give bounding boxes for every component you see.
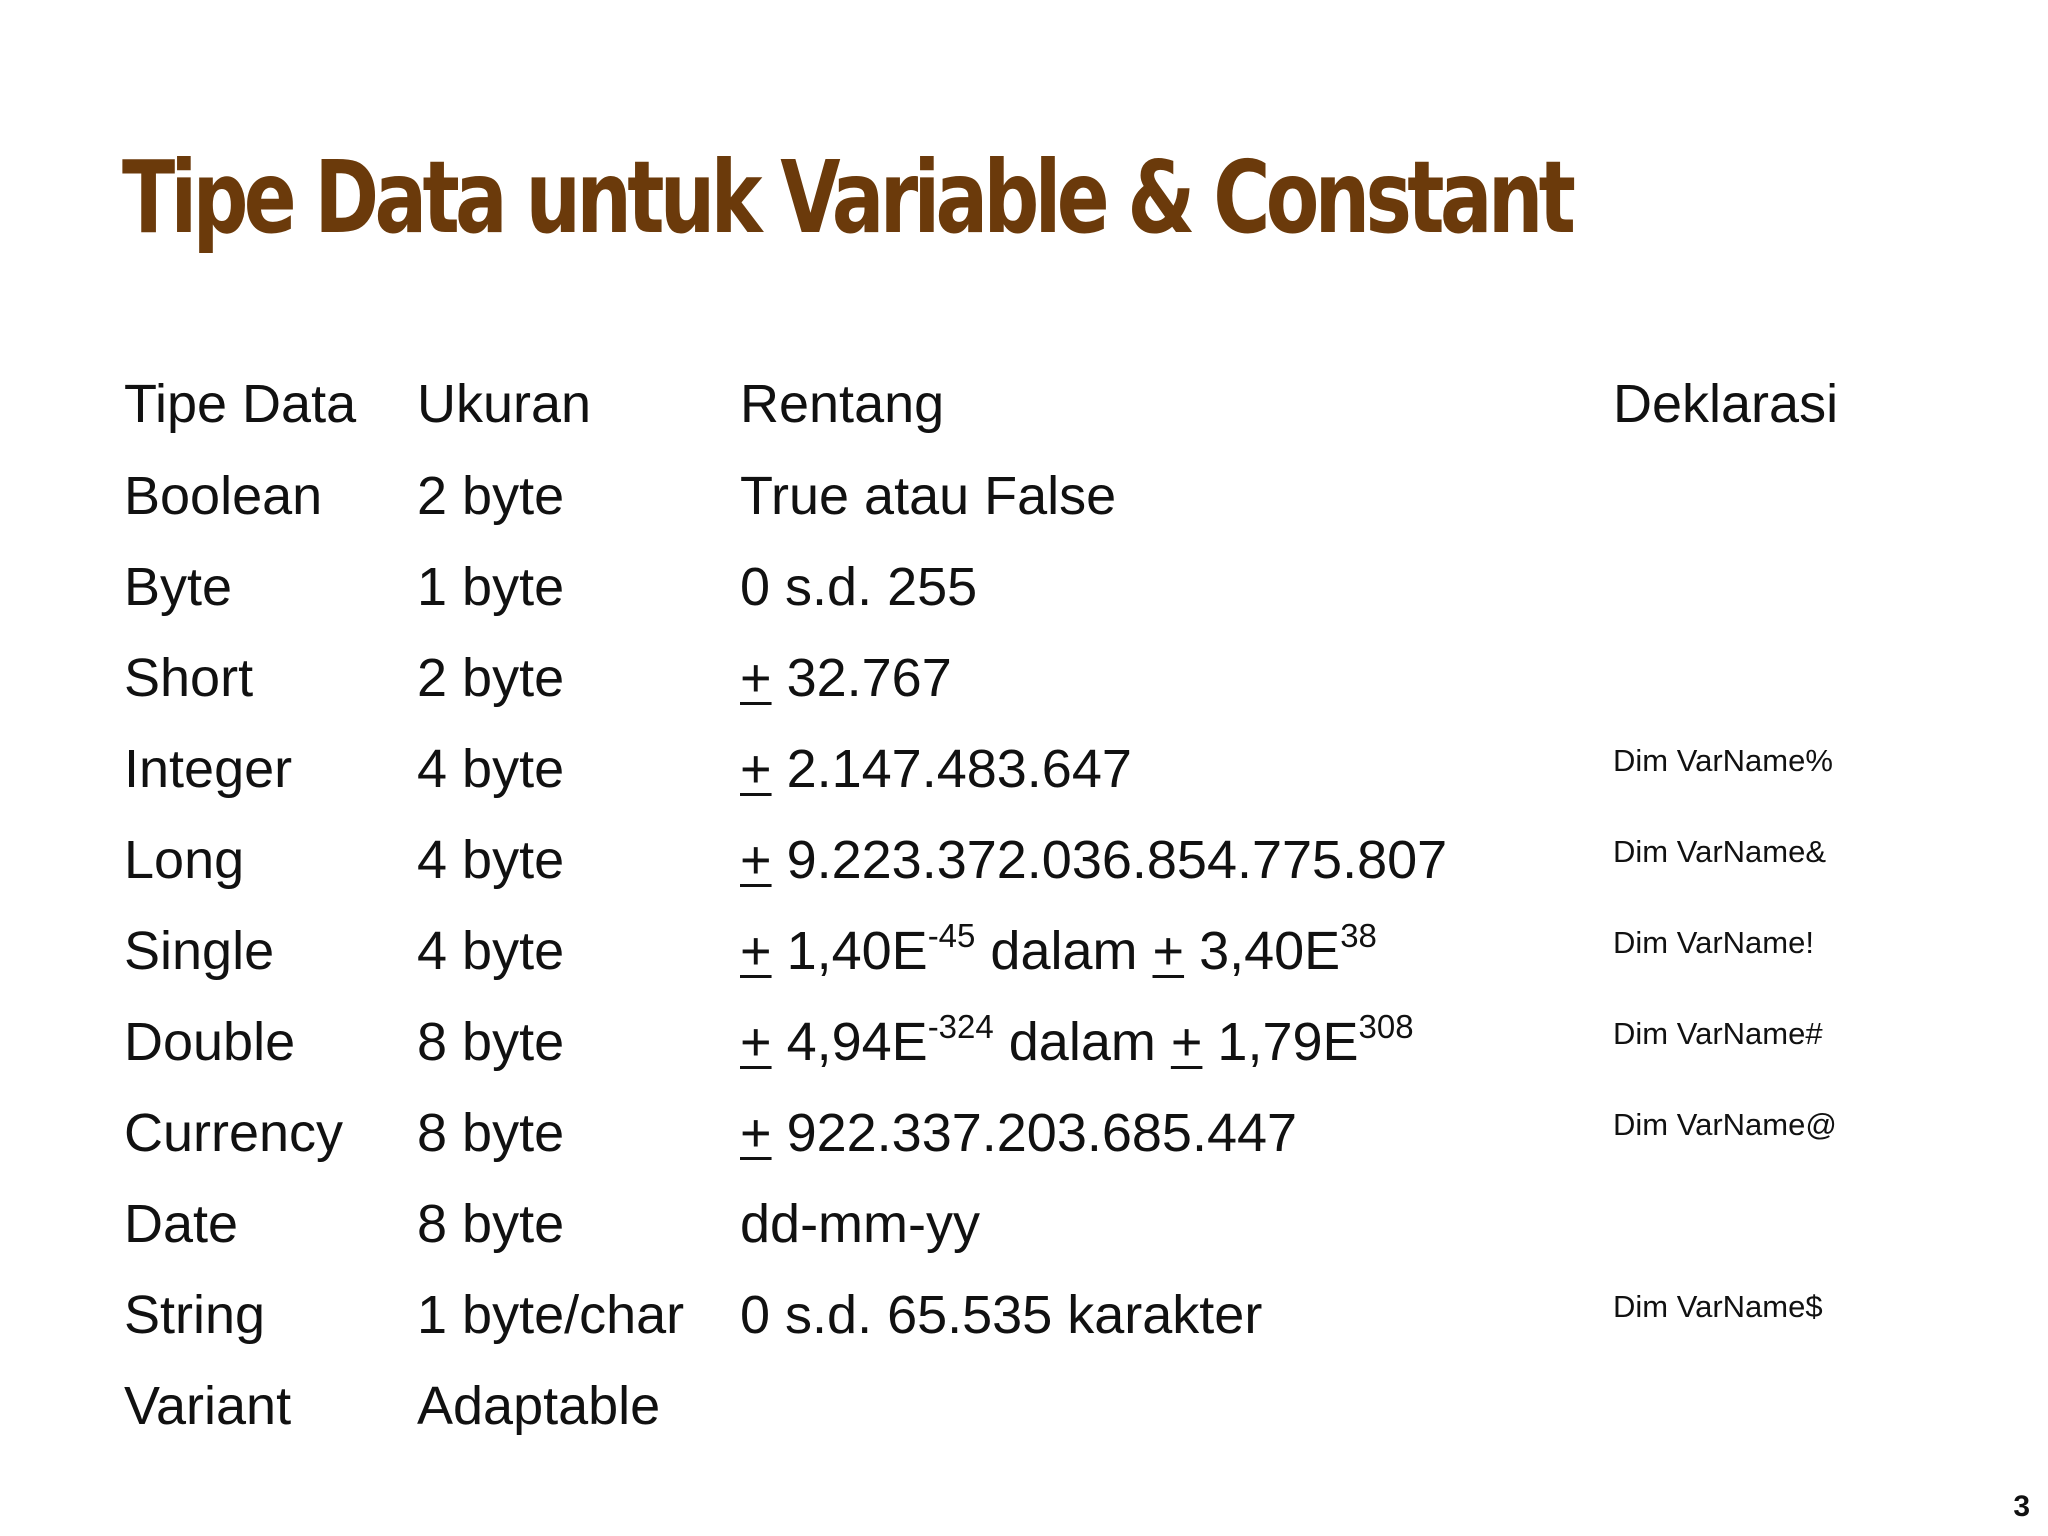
- table-row: [0, 450, 2048, 542]
- range-connector: dalam: [990, 921, 1138, 981]
- range-cell: [740, 632, 952, 724]
- plus-minus-sign: +: [740, 830, 772, 890]
- declaration-cell: Dim VarName@: [1613, 1107, 1837, 1142]
- size-cell: 2 byte: [417, 648, 565, 708]
- range-value: 9.223.372.036.854.775.807: [786, 830, 1448, 890]
- declaration-cell: Dim VarName!: [1613, 925, 1814, 960]
- size-cell: Adaptable: [417, 1376, 661, 1436]
- range-value: 922.337.203.685.447: [786, 1103, 1298, 1163]
- size-cell: 1 byte: [417, 557, 565, 617]
- type-cell: Boolean: [124, 466, 323, 526]
- table-row: [0, 1087, 2048, 1179]
- range-base: 3,40E: [1199, 921, 1341, 981]
- type-cell: Date: [124, 1194, 239, 1254]
- range-exponent: 38: [1340, 917, 1377, 954]
- range-exponent: -324: [927, 1008, 994, 1045]
- declaration-cell: Dim VarName$: [1613, 1289, 1823, 1324]
- page-number: 3: [2013, 1490, 2030, 1523]
- table-row: [0, 996, 2048, 1088]
- table-header-row: [0, 358, 2048, 450]
- declaration-cell: Dim VarName#: [1613, 1016, 1823, 1051]
- type-cell: String: [124, 1285, 266, 1345]
- range-connector: dalam: [1008, 1012, 1156, 1072]
- plus-minus-sign: +: [740, 1103, 772, 1163]
- table-row: [0, 723, 2048, 815]
- type-cell: Single: [124, 921, 275, 981]
- plus-minus-sign: +: [740, 648, 772, 708]
- plus-minus-sign: +: [1152, 921, 1185, 981]
- range-cell: [740, 814, 1447, 906]
- type-cell: Long: [124, 830, 245, 890]
- size-cell: 1 byte/char: [417, 1285, 685, 1345]
- range-base: 1,79E: [1217, 1012, 1359, 1072]
- table-row: [0, 1360, 2048, 1452]
- header-range: Rentang: [740, 374, 945, 434]
- plus-minus-sign: +: [1170, 1012, 1203, 1072]
- header-size: Ukuran: [417, 374, 592, 434]
- table-row: [0, 1178, 2048, 1270]
- type-cell: Integer: [124, 739, 293, 799]
- declaration-cell: Dim VarName&: [1613, 834, 1827, 869]
- table-row: [0, 1269, 2048, 1361]
- slide-title: Tipe Data untuk Variable & Constant: [122, 139, 1572, 256]
- range-cell: [740, 996, 1414, 1088]
- size-cell: 4 byte: [417, 921, 565, 981]
- range-base: 1,40E: [786, 921, 928, 981]
- type-cell: Variant: [124, 1376, 292, 1436]
- plus-minus-sign: +: [740, 921, 772, 981]
- header-type: Tipe Data: [124, 374, 357, 434]
- type-cell: Double: [124, 1012, 296, 1072]
- range-cell: dd-mm-yy: [740, 1194, 980, 1254]
- type-cell: Currency: [124, 1103, 344, 1163]
- range-cell: 0 s.d. 65.535 karakter: [740, 1285, 1263, 1345]
- size-cell: 8 byte: [417, 1103, 565, 1163]
- size-cell: 8 byte: [417, 1194, 565, 1254]
- range-value: 2.147.483.647: [786, 739, 1132, 799]
- range-cell: [740, 1087, 1297, 1179]
- header-declaration: Deklarasi: [1613, 374, 1839, 434]
- table-row: [0, 541, 2048, 633]
- range-value: 32.767: [786, 648, 952, 708]
- range-exponent: 308: [1358, 1008, 1414, 1045]
- range-cell: True atau False: [740, 466, 1117, 526]
- plus-minus-sign: +: [740, 739, 772, 799]
- size-cell: 4 byte: [417, 739, 565, 799]
- range-cell: 0 s.d. 255: [740, 557, 978, 617]
- range-cell: [740, 905, 1377, 997]
- plus-minus-sign: +: [740, 1012, 772, 1072]
- table-row: [0, 632, 2048, 724]
- size-cell: 2 byte: [417, 466, 565, 526]
- table-row: [0, 905, 2048, 997]
- size-cell: 4 byte: [417, 830, 565, 890]
- declaration-cell: Dim VarName%: [1613, 743, 1833, 778]
- range-cell: [740, 723, 1132, 815]
- table-row: [0, 814, 2048, 906]
- type-cell: Byte: [124, 557, 233, 617]
- size-cell: 8 byte: [417, 1012, 565, 1072]
- range-base: 4,94E: [786, 1012, 928, 1072]
- type-cell: Short: [124, 648, 254, 708]
- range-exponent: -45: [927, 917, 976, 954]
